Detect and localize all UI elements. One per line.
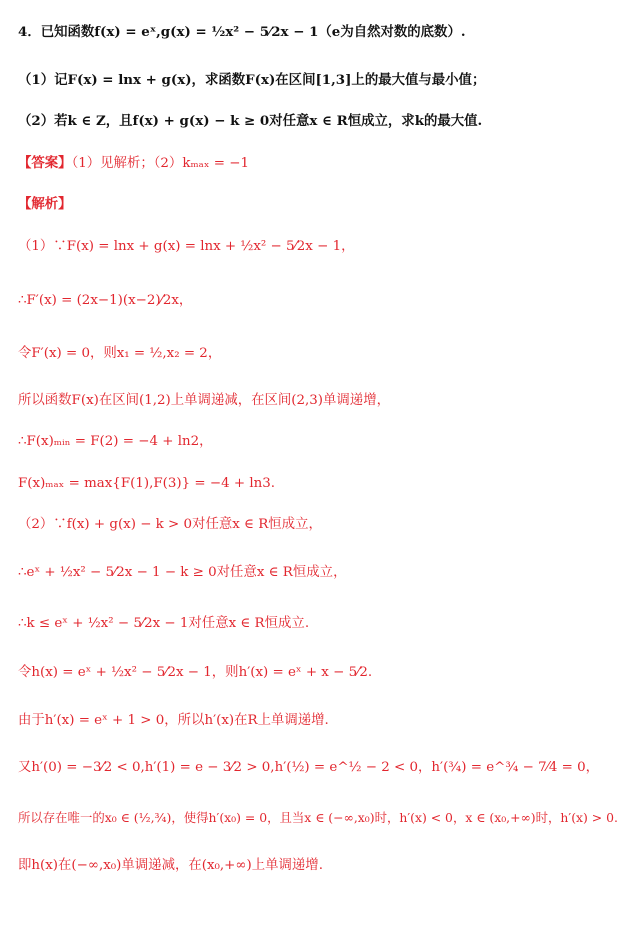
analysis-line-4: 所以函数F(x)在区间(1,2)上单调递减，在区间(2,3)单调递增， — [18, 393, 390, 408]
problem-part-2: （2）若k ∈ Z，且f(x) + g(x) − k ≥ 0对任意x ∈ R恒成立，求k的最大值. — [18, 113, 483, 129]
analysis-line-1: （1）∵F(x) = lnx + g(x) = lnx + ½x² − 5⁄2x − 1， — [18, 239, 355, 254]
analysis-line-7: （2）∵f(x) + g(x) − k > 0对任意x ∈ R恒成立， — [18, 517, 322, 532]
analysis-tag: 【解析】 — [18, 196, 72, 212]
problem-part-1: （1）记F(x) = lnx + g(x)，求函数F(x)在区间[1,3]上的最大值与最小值； — [18, 72, 486, 88]
analysis-line-8: ∴eˣ + ½x² − 5⁄2x − 1 − k ≥ 0对任意x ∈ R恒成立， — [18, 565, 347, 580]
analysis-line-13: 所以存在唯一的x₀ ∈ (½,¾)，使得h′(x₀) = 0，且当x ∈ (−∞,x₀)时，h′(x) < 0，x ∈ (x₀,+∞)时，h′(x) > 0. — [18, 810, 618, 825]
analysis-line-12: 又h′(0) = −3⁄2 < 0,h′(1) = e − 3⁄2 > 0,h′(½) = e^½ − 2 < 0，h′(¾) = e^¾ − 7⁄4 = 0， — [18, 760, 600, 775]
answer-text: （1）见解析；（2）kₘₐₓ = −1 — [71, 156, 249, 171]
problem-header: 4．已知函数f(x) = eˣ,g(x) = ½x² − 5⁄2x − 1（e为自然对数的底数）. — [18, 24, 466, 40]
analysis-line-2: ∴F′(x) = (2x−1)(x−2)⁄2x， — [18, 293, 193, 308]
analysis-line-10: 令h(x) = eˣ + ½x² − 5⁄2x − 1，则h′(x) = eˣ + x − 5⁄2. — [18, 665, 373, 680]
analysis-line-6: F(x)ₘₐₓ = max{F(1),F(3)} = −4 + ln3. — [18, 476, 276, 491]
answer-line — [18, 153, 624, 174]
answer-tag: 【答案】 — [18, 155, 72, 171]
analysis-line-9: ∴k ≤ eˣ + ½x² − 5⁄2x − 1对任意x ∈ R恒成立. — [18, 616, 310, 631]
analysis-line-14: 即h(x)在(−∞,x₀)单调递减，在(x₀,+∞)上单调递增. — [18, 858, 323, 873]
analysis-line-3: 令F′(x) = 0，则x₁ = ½,x₂ = 2， — [18, 346, 222, 361]
analysis-line-11: 由于h′(x) = eˣ + 1 > 0，所以h′(x)在R上单调递增. — [18, 713, 329, 728]
analysis-line-5: ∴F(x)ₘᵢₙ = F(2) = −4 + ln2， — [18, 434, 213, 449]
